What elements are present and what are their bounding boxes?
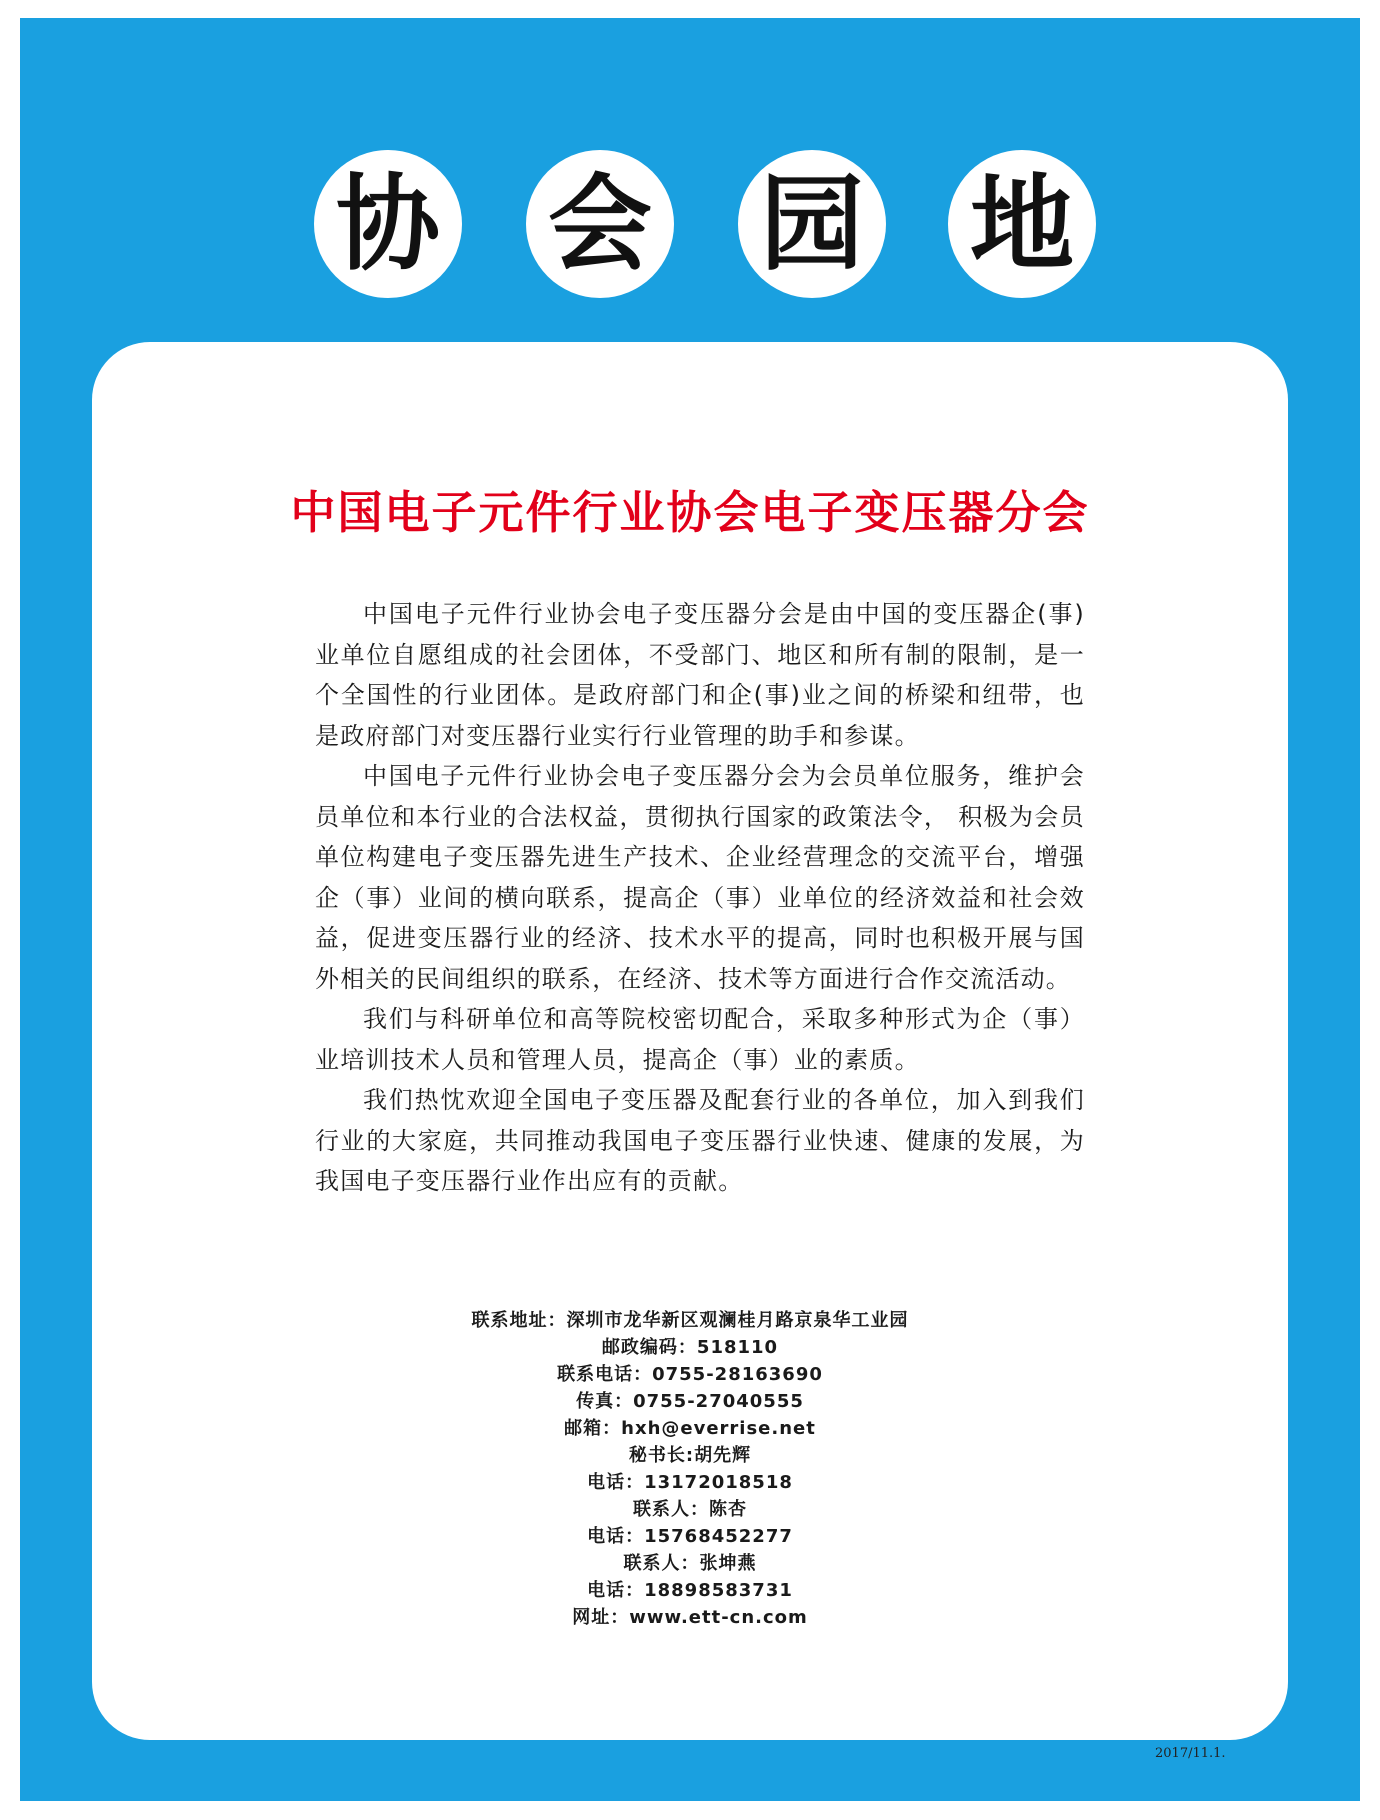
banner-char-1: 协 [314,150,462,298]
paragraph-3: 我们与科研单位和高等院校密切配合，采取多种形式为企（事）业培训技术人员和管理人员，提高企（事）业的素质。 [315,1005,1085,1074]
banner-char-4: 地 [948,150,1096,298]
contact-secretary-general: 秘书长:胡先辉 [628,1445,752,1466]
contact-person-1: 联系人：陈杏 [633,1499,747,1520]
contact-email: 邮箱：hxh@everrise.net [564,1418,816,1439]
paragraph-4: 我们热忱欢迎全国电子变压器及配套行业的各单位，加入到我们行业的大家庭，共同推动我国电子变压器行业快速、健康的发展，为我国电子变压器行业作出应有的贡献。 [315,1086,1085,1195]
banner-char-3: 园 [738,150,886,298]
contact-person-2: 联系人：张坤燕 [623,1553,757,1574]
contact-person-2-phone: 电话：18898583731 [587,1580,793,1601]
content-panel [92,342,1288,1740]
contact-website: 网址：www.ett-cn.com [572,1607,808,1628]
contact-address: 联系地址：深圳市龙华新区观澜桂月路京泉华工业园 [471,1310,909,1331]
contact-phone: 联系电话：0755-28163690 [557,1364,823,1385]
contact-fax: 传真：0755-27040555 [576,1391,804,1412]
banner-heading [0,150,1380,310]
contact-info [92,1307,1288,1631]
page-title: 中国电子元件行业协会电子变压器分会 [290,486,1090,539]
paragraph-2: 中国电子元件行业协会电子变压器分会为会员单位服务，维护会员单位和本行业的合法权益，贯彻执行国家的政策法令， 积极为会员单位构建电子变压器先进生产技术、企业经营理念的交流平台，增强企（事）业间的横向联系，提高企（事）业单位的经济效益和社会效益，促进变压器行业的经济、技术水平的提高，同时也积极开展与国外相关的民间组织的联系，在经济、技术等方面进行合作交流活动。 [315,762,1085,993]
banner-char-2: 会 [526,150,674,298]
contact-postcode: 邮政编码：518110 [601,1337,779,1358]
contact-secretary-phone: 电话：13172018518 [587,1472,793,1493]
body-text [315,594,1085,1202]
paragraph-1: 中国电子元件行业协会电子变压器分会是由中国的变压器企(事)业单位自愿组成的社会团体，不受部门、地区和所有制的限制，是一个全国性的行业团体。是政府部门和企(事)业之间的桥梁和纽带，也是政府部门对变压器行业实行行业管理的助手和参谋。 [315,600,1085,750]
page-stamp: 2017/11.1. [1155,1746,1226,1761]
contact-person-1-phone: 电话：15768452277 [587,1526,793,1547]
